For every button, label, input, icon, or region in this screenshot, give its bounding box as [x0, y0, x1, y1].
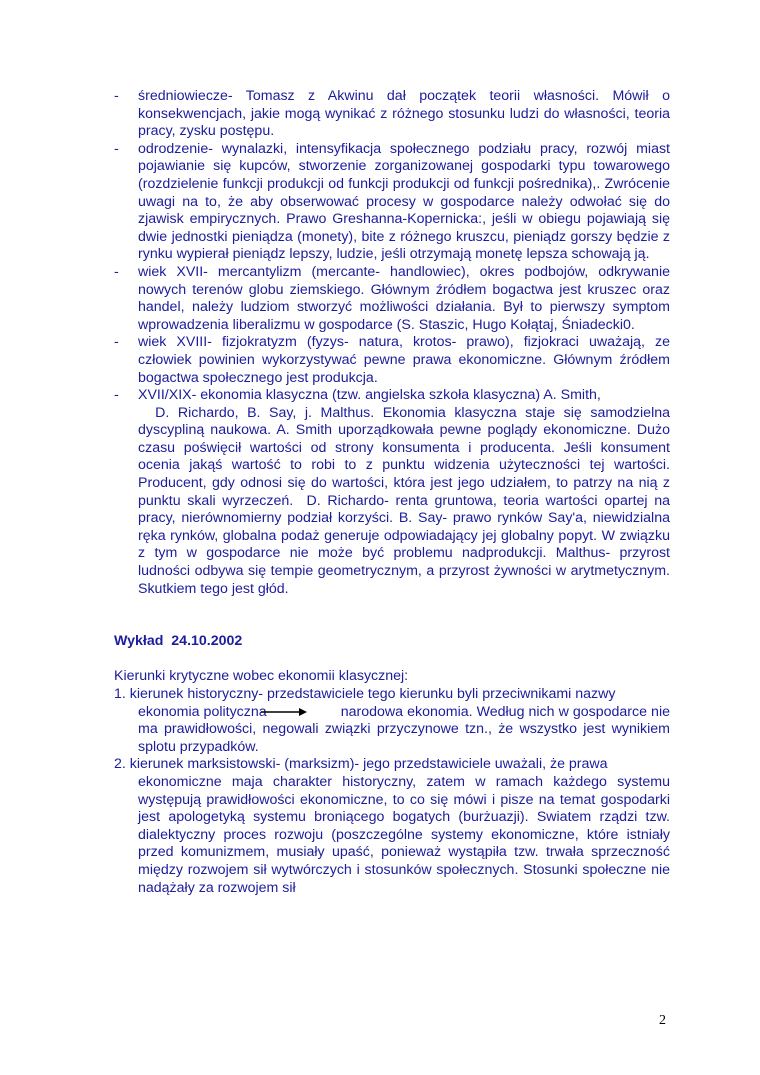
- numbered-item-text-b: narodowa ekonomia. Według nich w gospodarce nie ma prawidłowości, negowali związki przyczynowe tzn., że wszystko jest wynikiem splotu przypadków.: [138, 703, 670, 755]
- list-item-medieval: [114, 88, 670, 141]
- numbered-item-first-line: 1. kierunek historyczny- przedstawiciele tego kierunku byli przeciwnikami nazwy: [114, 686, 616, 702]
- list-item-text: odrodzenie- wynalazki, intensyfikacja społecznego podziału pracy, rozwój miast pojawianie się kupców, stworzenie zorganizowanej gospodarki typu towarowego (rozdzielenie funkcji produkcji od funkcji produkcji od funkcji pośrednika),. Zwrócenie uwagi na to, że aby obserwować procesy w gospodarce należy odwołać się do zjawisk empirycznych. Prawo Greshanna-Kopernicka:, jeśli w obiegu pojawiają się dwie jednostki pieniądza (monety), bite z różnego kruszcu, pieniądz gorszy będzie z rynku wypierał pieniądz lepszy, ludzie, jeśli otrzymają monetę lepsza schowają ją.: [138, 140, 670, 263]
- list-item-text: wiek XVIII- fizjokratyzm (fyzys- natura, krotos- prawo), fizjokraci uważają, ze człowiek powinien wykorzystywać pewne prawa ekonomiczne. Głównym źródłem bogactwa społecznego jest produkcja.: [138, 334, 670, 386]
- numbered-item-marxist: [114, 756, 670, 897]
- list-item-text: XVII/XIX- ekonomia klasyczna (tzw. angielska szkoła klasyczna) A. Smith,: [138, 387, 601, 404]
- numbered-item-rest: [114, 704, 670, 757]
- classical-continuation: [114, 404, 674, 599]
- numbered-item-historical: [114, 686, 670, 756]
- list-item-classical: [114, 387, 670, 405]
- lecture-heading: Wykład 24.10.2002: [114, 633, 243, 650]
- list-item-17th-century: [114, 264, 670, 334]
- list-dash: -: [114, 387, 119, 404]
- arrow-right-icon: [261, 707, 307, 717]
- list-item-renaissance: [114, 141, 670, 264]
- intro-line: Kierunki krytyczne wobec ekonomii klasycznej:: [114, 668, 409, 685]
- page-number: 2: [659, 1013, 666, 1028]
- list-item-text: średniowiecze- Tomasz z Akwinu dał początek teorii własności. Mówił o konsekwencjach, jakie mogą wynikać z różnego stosunku ludzi do własności, teoria pracy, zysku postępu.: [138, 88, 670, 140]
- list-item-18th-century: [114, 334, 670, 387]
- numbered-item-first-line: 2. kierunek marksistowski- (marksizm)- jego przedstawiciele uważali, że prawa: [114, 756, 608, 773]
- numbered-item-text-a: ekonomia polityczna: [138, 703, 267, 720]
- continuation-text: D. Richardo, B. Say, j. Malthus. Ekonomia klasyczna staje się samodzielna dyscypliną naukowa. A. Smith uporządkowała pewne poglądy ekonomiczne. Dużo czasu poświęcił wartości od strony konsumenta i producenta. Jeśli konsument ocenia jakąś wartość to robi to z punktu widzenia użyteczności tej wartości. Producent, gdy odnosi się do wartości, która jest jego udziałem, to patrzy na nią z punktu skali wyrzeczeń. D. Richardo- renta gruntowa, teoria wartości opartej na pracy, nierównomierny podział korzyści. B. Say- prawo rynków Say'a, niewidzialna ręka rynków, globalna podaż generuje odpowiadający jej globalny popyt. W związku z tym w gospodarce nie może być problemu nadprodukcji. Malthus- przyrost ludności odbywa się tempie geometrycznym, a przyrost żywności w arytmetycznym. Skutkiem tego jest głód.: [138, 404, 674, 597]
- list-item-text: wiek XVII- mercantylizm (mercante- handlowiec), okres podbojów, odkrywanie nowych terenów globu ziemskiego. Głównym źródłem bogactwa jest kruszec oraz handel, należy ludziom stworzyć możliwości działania. Był to pierwszy symptom wprowadzenia liberalizmu w gospodarce (S. Staszic, Hugo Kołątaj, Śniadecki0.: [138, 263, 670, 333]
- numbered-item-rest: ekonomiczne maja charakter historyczny, zatem w ramach każdego systemu występują prawidłowości ekonomiczne, to co się mówi i pisze na temat gospodarki jest apologetyką systemu broniącego bogatych (burżuazji). Swiatem rządzi tzw. dialektyczny proces rozwoju (poszczególne systemy ekonomiczne, które istniały przed komunizmem, musiały upaść, ponieważ wystąpiła tzw. trwała sprzeczność między rozwojem sił wytwórczych i stosunków społecznych. Stosunki społeczne nie nadążały za rozwojem sił: [138, 773, 670, 896]
- list-dash: -: [114, 263, 119, 280]
- body-text: [114, 88, 674, 897]
- list-dash: -: [114, 88, 119, 104]
- list-dash: -: [114, 334, 119, 351]
- list-dash: -: [114, 140, 119, 157]
